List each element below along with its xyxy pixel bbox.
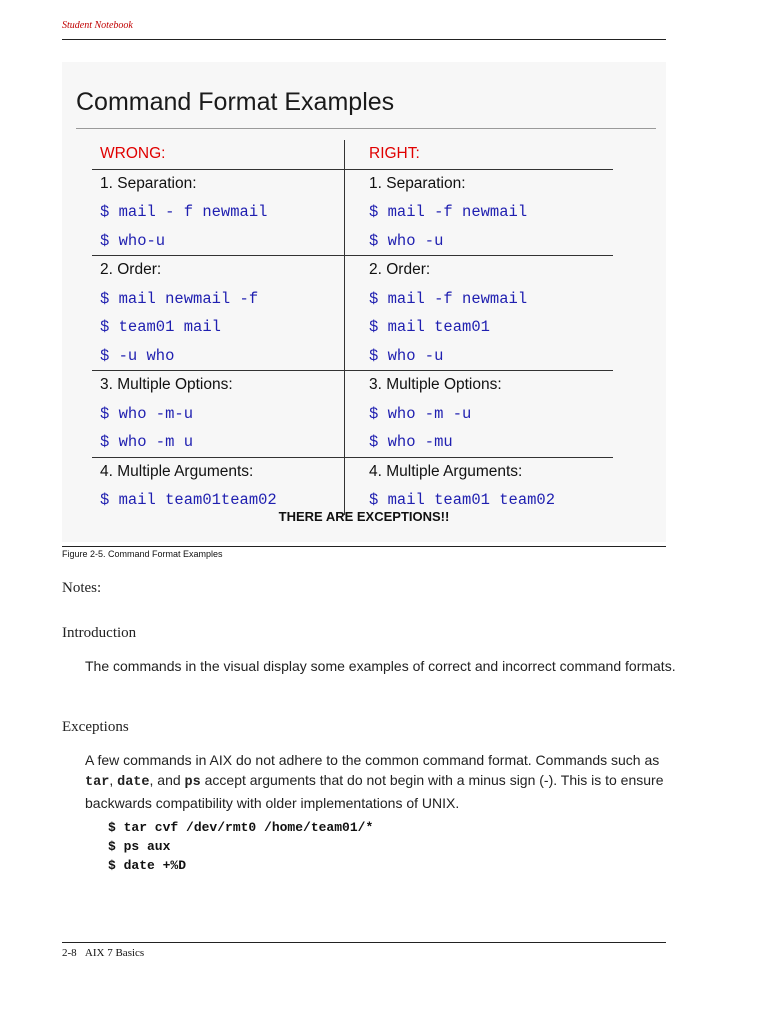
- wrong-section-heading: 2. Order:: [92, 256, 345, 285]
- example-command: $ ps aux: [108, 839, 171, 854]
- right-section-heading: 1. Separation:: [345, 169, 614, 198]
- right-section-heading: 3. Multiple Options:: [345, 371, 614, 400]
- section-heading-row: [92, 457, 613, 486]
- comparison-table: [92, 140, 613, 515]
- wrong-section-heading: 1. Separation:: [92, 169, 345, 198]
- wrong-command: $ mail team01team02: [92, 486, 345, 515]
- page-footer: [62, 947, 144, 959]
- right-section-heading: 2. Order:: [345, 256, 614, 285]
- figure-caption: Figure 2-5. Command Format Examples: [62, 549, 223, 559]
- right-section-heading: 4. Multiple Arguments:: [345, 457, 614, 486]
- exceptions-text: A few commands in AIX do not adhere to the common command format. Commands such as tar, date, and ps accept arguments that do not begin with a minus sign (-). This is to ensure backwards compatibility with older implementations of UNIX.: [85, 752, 664, 811]
- book-title: AIX 7 Basics: [84, 947, 145, 959]
- right-command: $ who -u: [369, 346, 444, 365]
- cmd-ps: ps: [184, 775, 201, 790]
- section-heading-row: [92, 371, 613, 400]
- notes-label: Notes:: [62, 580, 102, 596]
- exceptions-note: THERE ARE EXCEPTIONS!!: [278, 509, 450, 524]
- section-heading-row: [92, 256, 613, 285]
- figure-panel: [62, 62, 666, 542]
- header-rule: [62, 39, 666, 40]
- wrong-section-heading: 4. Multiple Arguments:: [92, 457, 345, 486]
- example-row: [92, 342, 613, 371]
- figure-title-rule: [76, 128, 656, 129]
- example-command: $ date +%D: [108, 858, 187, 873]
- example-row: [92, 285, 613, 314]
- right-command: $ who -m -u: [369, 404, 472, 423]
- figure-bottom-rule: [62, 546, 666, 547]
- example-row: [92, 227, 613, 256]
- example-row: [92, 400, 613, 429]
- right-command: $ who -mu: [369, 433, 453, 452]
- wrong-command: $ mail newmail -f: [92, 285, 345, 314]
- wrong-column-header: WRONG:: [92, 140, 345, 169]
- right-command: $ mail team01: [369, 318, 490, 337]
- exceptions-heading: Exceptions: [62, 719, 129, 735]
- example-command: $ tar cvf /dev/rmt0 /home/team01/*: [108, 820, 374, 835]
- wrong-command: $ who -m-u: [92, 400, 345, 429]
- right-command: $ mail -f newmail: [369, 203, 528, 222]
- footer-rule: [62, 942, 666, 943]
- wrong-command: $ who-u: [92, 227, 345, 256]
- page-number: 2-8: [62, 947, 77, 959]
- example-row: [92, 313, 613, 342]
- intro-text: The commands in the visual display some examples of correct and incorrect command formats.: [85, 658, 676, 674]
- wrong-command: $ who -m u: [92, 428, 345, 457]
- wrong-command: $ mail - f newmail: [92, 198, 345, 227]
- example-row: [92, 428, 613, 457]
- section-heading-row: [92, 169, 613, 198]
- right-column-header: RIGHT:: [369, 145, 420, 163]
- right-command: $ who -u: [369, 231, 444, 250]
- right-command: $ mail team01 team02: [369, 491, 556, 510]
- figure-title: Command Format Examples: [76, 88, 395, 116]
- running-header: Student Notebook: [62, 20, 133, 31]
- example-row: [92, 198, 613, 227]
- intro-heading: Introduction: [62, 625, 137, 641]
- cmd-date: date: [117, 775, 150, 790]
- wrong-section-heading: 3. Multiple Options:: [92, 371, 345, 400]
- wrong-command: $ team01 mail: [92, 313, 345, 342]
- right-command: $ mail -f newmail: [369, 289, 528, 308]
- cmd-tar: tar: [85, 775, 110, 790]
- wrong-command: $ -u who: [92, 342, 345, 371]
